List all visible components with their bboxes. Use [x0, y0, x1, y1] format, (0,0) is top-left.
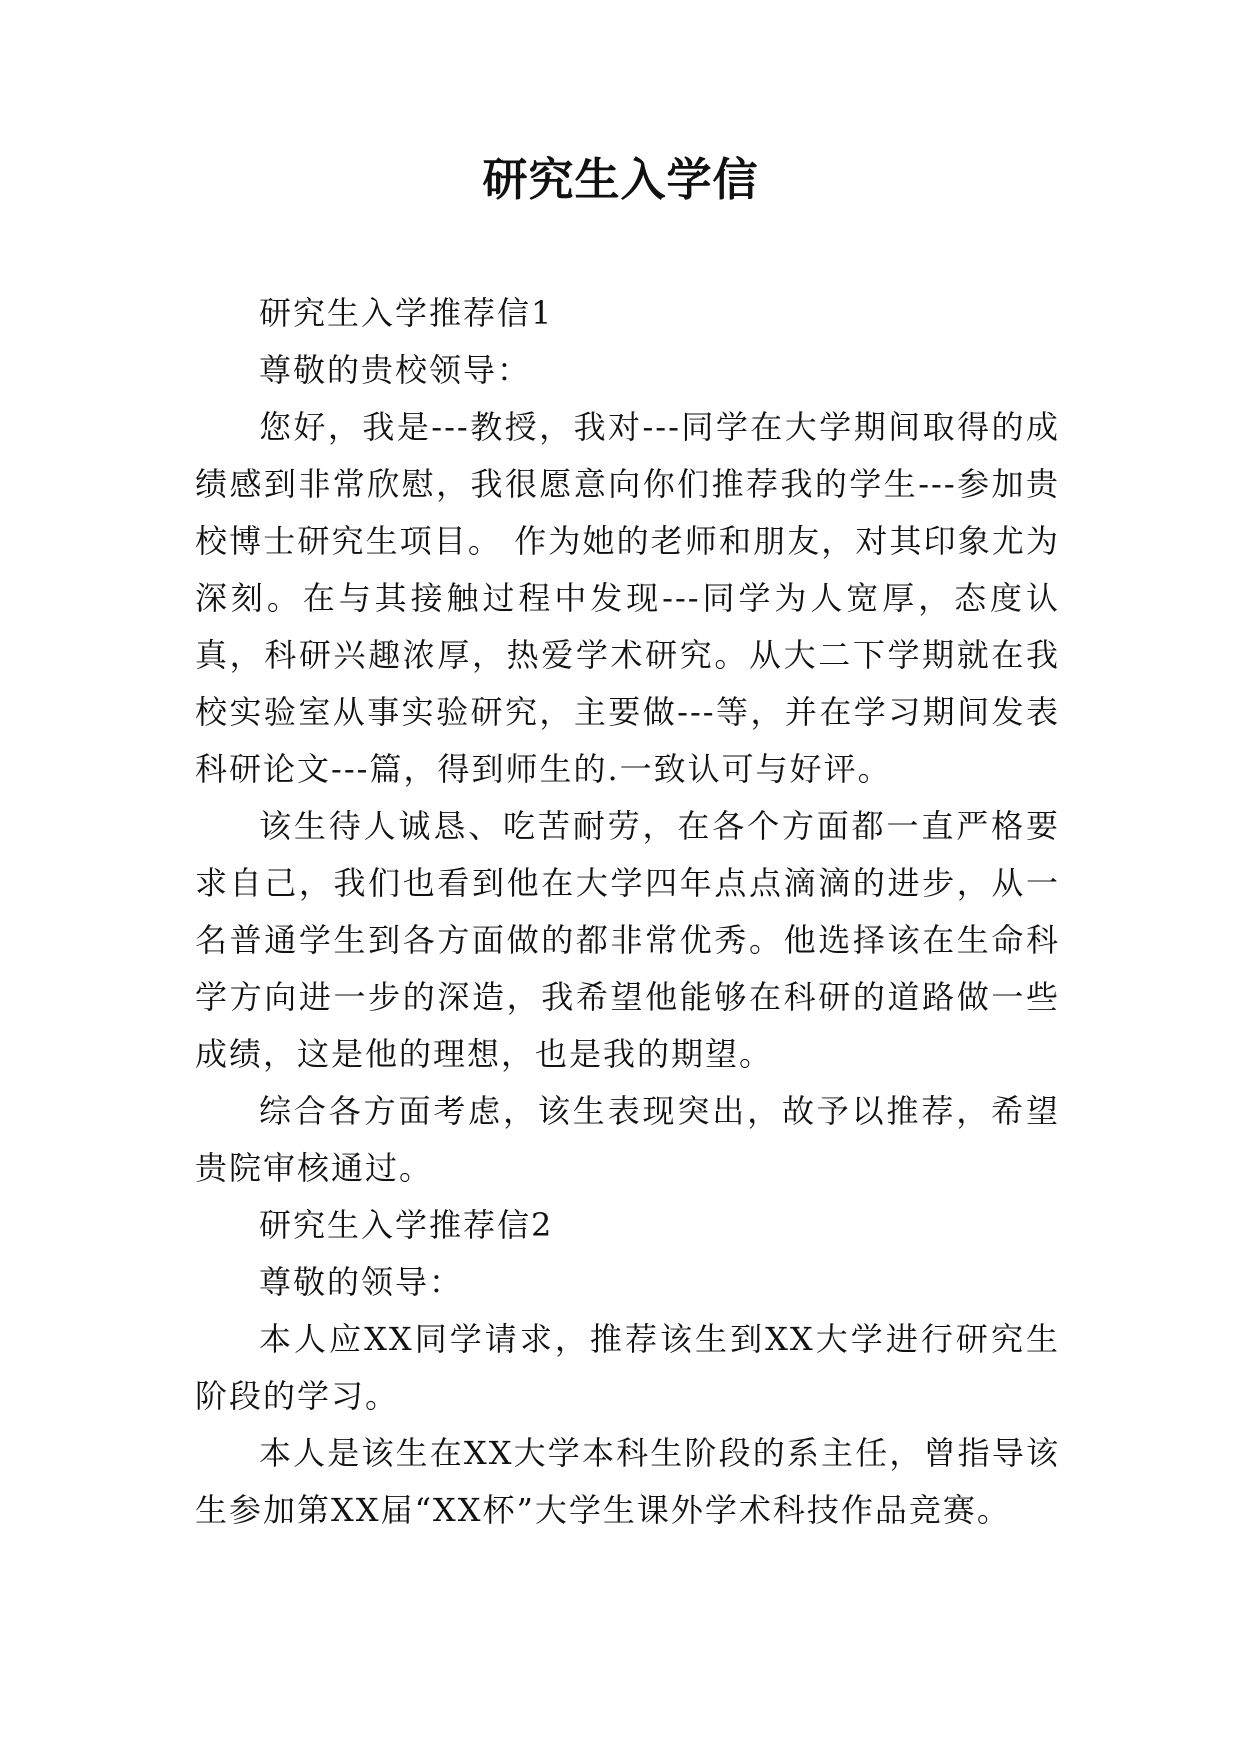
body-paragraph: 本人应XX同学请求，推荐该生到XX大学进行研究生阶段的学习。: [195, 1320, 1060, 1415]
salutation-1: 尊敬的贵校领导：: [259, 351, 532, 389]
body-paragraph: 综合各方面考虑，该生表现突出，故予以推荐，希望贵院审核通过。: [195, 1092, 1060, 1187]
document-title: 研究生入学信: [482, 153, 759, 206]
document-body: [195, 285, 1060, 1539]
body-paragraph: 该生待人诚恳、吃苦耐劳，在各个方面都一直严格要求自己，我们也看到他在大学四年点点滴滴的进步，从一名普通学生到各方面做的都非常优秀。他选择该在生命科学方向进一步的深造，我希望他能够在科研的道路做一些成绩，这是他的理想，也是我的期望。: [195, 807, 1060, 1073]
salutation-2: 尊敬的领导：: [259, 1263, 464, 1301]
body-paragraph: 本人是该生在XX大学本科生阶段的系主任，曾指导该生参加第XX届“XX杯”大学生课外学术科技作品竞赛。: [195, 1434, 1060, 1529]
section-heading-2: 研究生入学推荐信2: [259, 1206, 554, 1244]
section-heading-1: 研究生入学推荐信1: [259, 294, 554, 332]
body-paragraph: 您好，我是---教授，我对---同学在大学期间取得的成绩感到非常欣慰，我很愿意向你们推荐我的学生---参加贵校博士研究生项目。 作为她的老师和朋友，对其印象尤为深刻。在与其接触过程中发现---同学为人宽厚，态度认真，科研兴趣浓厚，热爱学术研究。从大二下学期就在我校实验室从事实验研究，主要做---等，并在学习期间发表科研论文---篇，得到师生的.一致认可与好评。: [195, 408, 1060, 788]
